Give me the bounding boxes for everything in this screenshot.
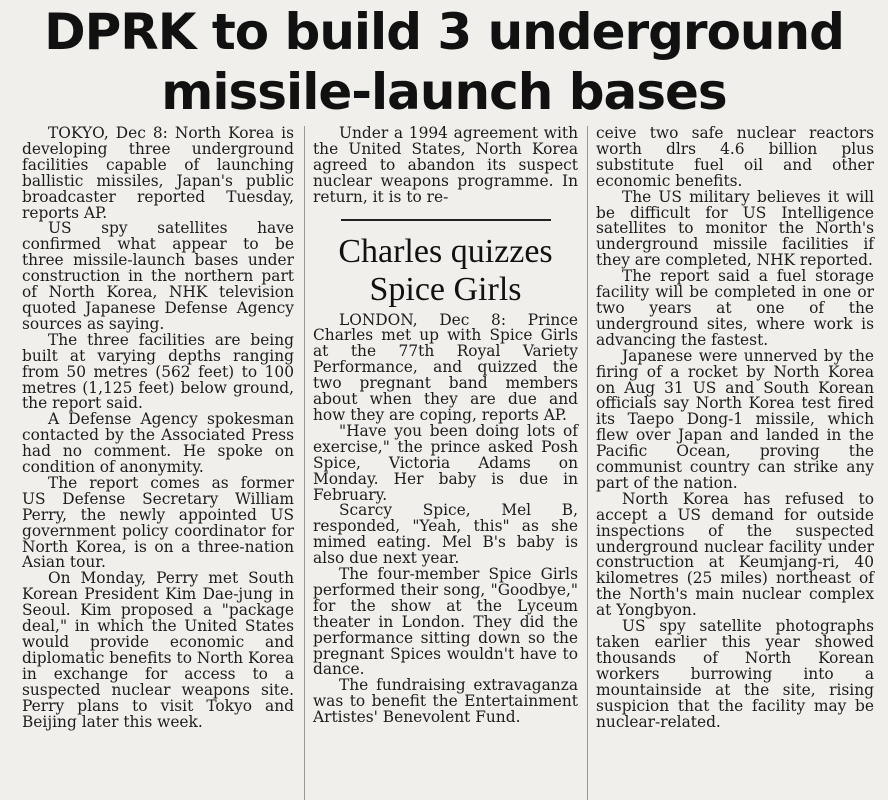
article-paragraph: The report said a fuel storage facility will be completed in one or two years at one of the underground sites, where work is advancing the fastest. (596, 267, 874, 349)
side-story-headline-line-1: Charles quizzes (338, 232, 553, 270)
side-story-headline (313, 233, 578, 309)
side-story-headline-line-2: Spice Girls (369, 270, 522, 308)
article-paragraph: On Monday, Perry met South Korean President Kim Dae-jung in Seoul. Kim proposed a "package deal," in which the United States would provide economic and diplomatic benefits to North Korea in exchange for access to a suspected nuclear weapons site. Perry plans to visit Tokyo and Beijing later this week. (22, 569, 294, 731)
article-paragraph: The three facilities are being built at varying depths ranging from 50 metres (562 feet) to 100 metres (1,125 feet) below ground, the report said. (22, 330, 294, 413)
main-headline (0, 2, 888, 122)
side-story-paragraph: "Have you been doing lots of exercise," the prince asked Posh Spice, Victoria Adams on Monday. Her baby is due in February. (313, 421, 578, 504)
column-divider (304, 126, 305, 800)
side-story-paragraph: Scarcy Spice, Mel B, responded, "Yeah, this" as she mimed eating. Mel B's baby is also due next year. (313, 501, 578, 568)
article-column-2 (313, 126, 578, 726)
column-divider (587, 126, 588, 800)
article-paragraph: ceive two safe nuclear reactors worth dlrs 4.6 billion plus substitute fuel oil and other economic benefits. (596, 124, 874, 190)
article-column-3 (596, 126, 874, 730)
article-paragraph: North Korea has refused to accept a US demand for outside inspections of the suspected underground nuclear facility under construction at Keumjang-ri, 40 kilometres (25 miles) northeast of the North's main nuclear complex at Yongbyon. (596, 489, 874, 620)
side-story-paragraph: The fundraising extravaganza was to benefit the Entertainment Artistes' Benevolent Fund. (313, 676, 578, 727)
article-column-1 (22, 126, 294, 730)
article-paragraph: Under a 1994 agreement with the United States, North Korea agreed to abandon its suspect nuclear weapons programme. In return, it is to re- (313, 124, 578, 206)
article-paragraph: The report comes as former US Defense Secretary William Perry, the newly appointed US government policy coordinator for North Korea, is on a three-nation Asian tour. (22, 473, 294, 572)
side-story-paragraph: LONDON, Dec 8: Prince Charles met up with Spice Girls at the 77th Royal Variety Performance, and quizzed the two pregnant band members about when they are due and how they are coping, reports AP. (313, 310, 578, 424)
article-paragraph: Japanese were unnerved by the firing of a rocket by North Korea on Aug 31 US and South Korean officials say North Korea test fired its Taepo Dong-1 missile, which flew over Japan and landed in the Pacific Ocean, proving the communist country can strike any part of the nation. (596, 346, 874, 492)
main-headline-line-1: DPRK to build 3 underground (44, 3, 844, 61)
article-paragraph: A Defense Agency spokesman contacted by the Associated Press had no comment. He spoke on condition of anonymity. (22, 410, 294, 477)
article-paragraph: The US military believes it will be difficult for US Intelligence satellites to monitor the North's underground missile facilities if they are completed, NHK reported. (596, 187, 874, 270)
article-paragraph: US spy satellite photographs taken earlier this year showed thousands of North Korean workers burrowing into a mountainside at the site, rising suspicion that the facility may be nuclear-related. (596, 617, 874, 731)
main-headline-line-2: missile-launch bases (161, 63, 727, 121)
section-rule (341, 219, 551, 221)
article-paragraph: US spy satellites have confirmed what appear to be three missile-launch bases under construction in the northern part of North Korea, NHK television quoted Japanese Defense Agency sources as saying. (22, 219, 294, 333)
side-story-paragraph: The four-member Spice Girls performed their song, "Goodbye," for the show at the Lyceum theater in London. They did the performance sitting down so the pregnant Spices wouldn't have to dance. (313, 565, 578, 679)
article-paragraph: TOKYO, Dec 8: North Korea is developing three underground facilities capable of launching ballistic missiles, Japan's public broadcaster reported Tuesday, reports AP. (22, 124, 294, 222)
